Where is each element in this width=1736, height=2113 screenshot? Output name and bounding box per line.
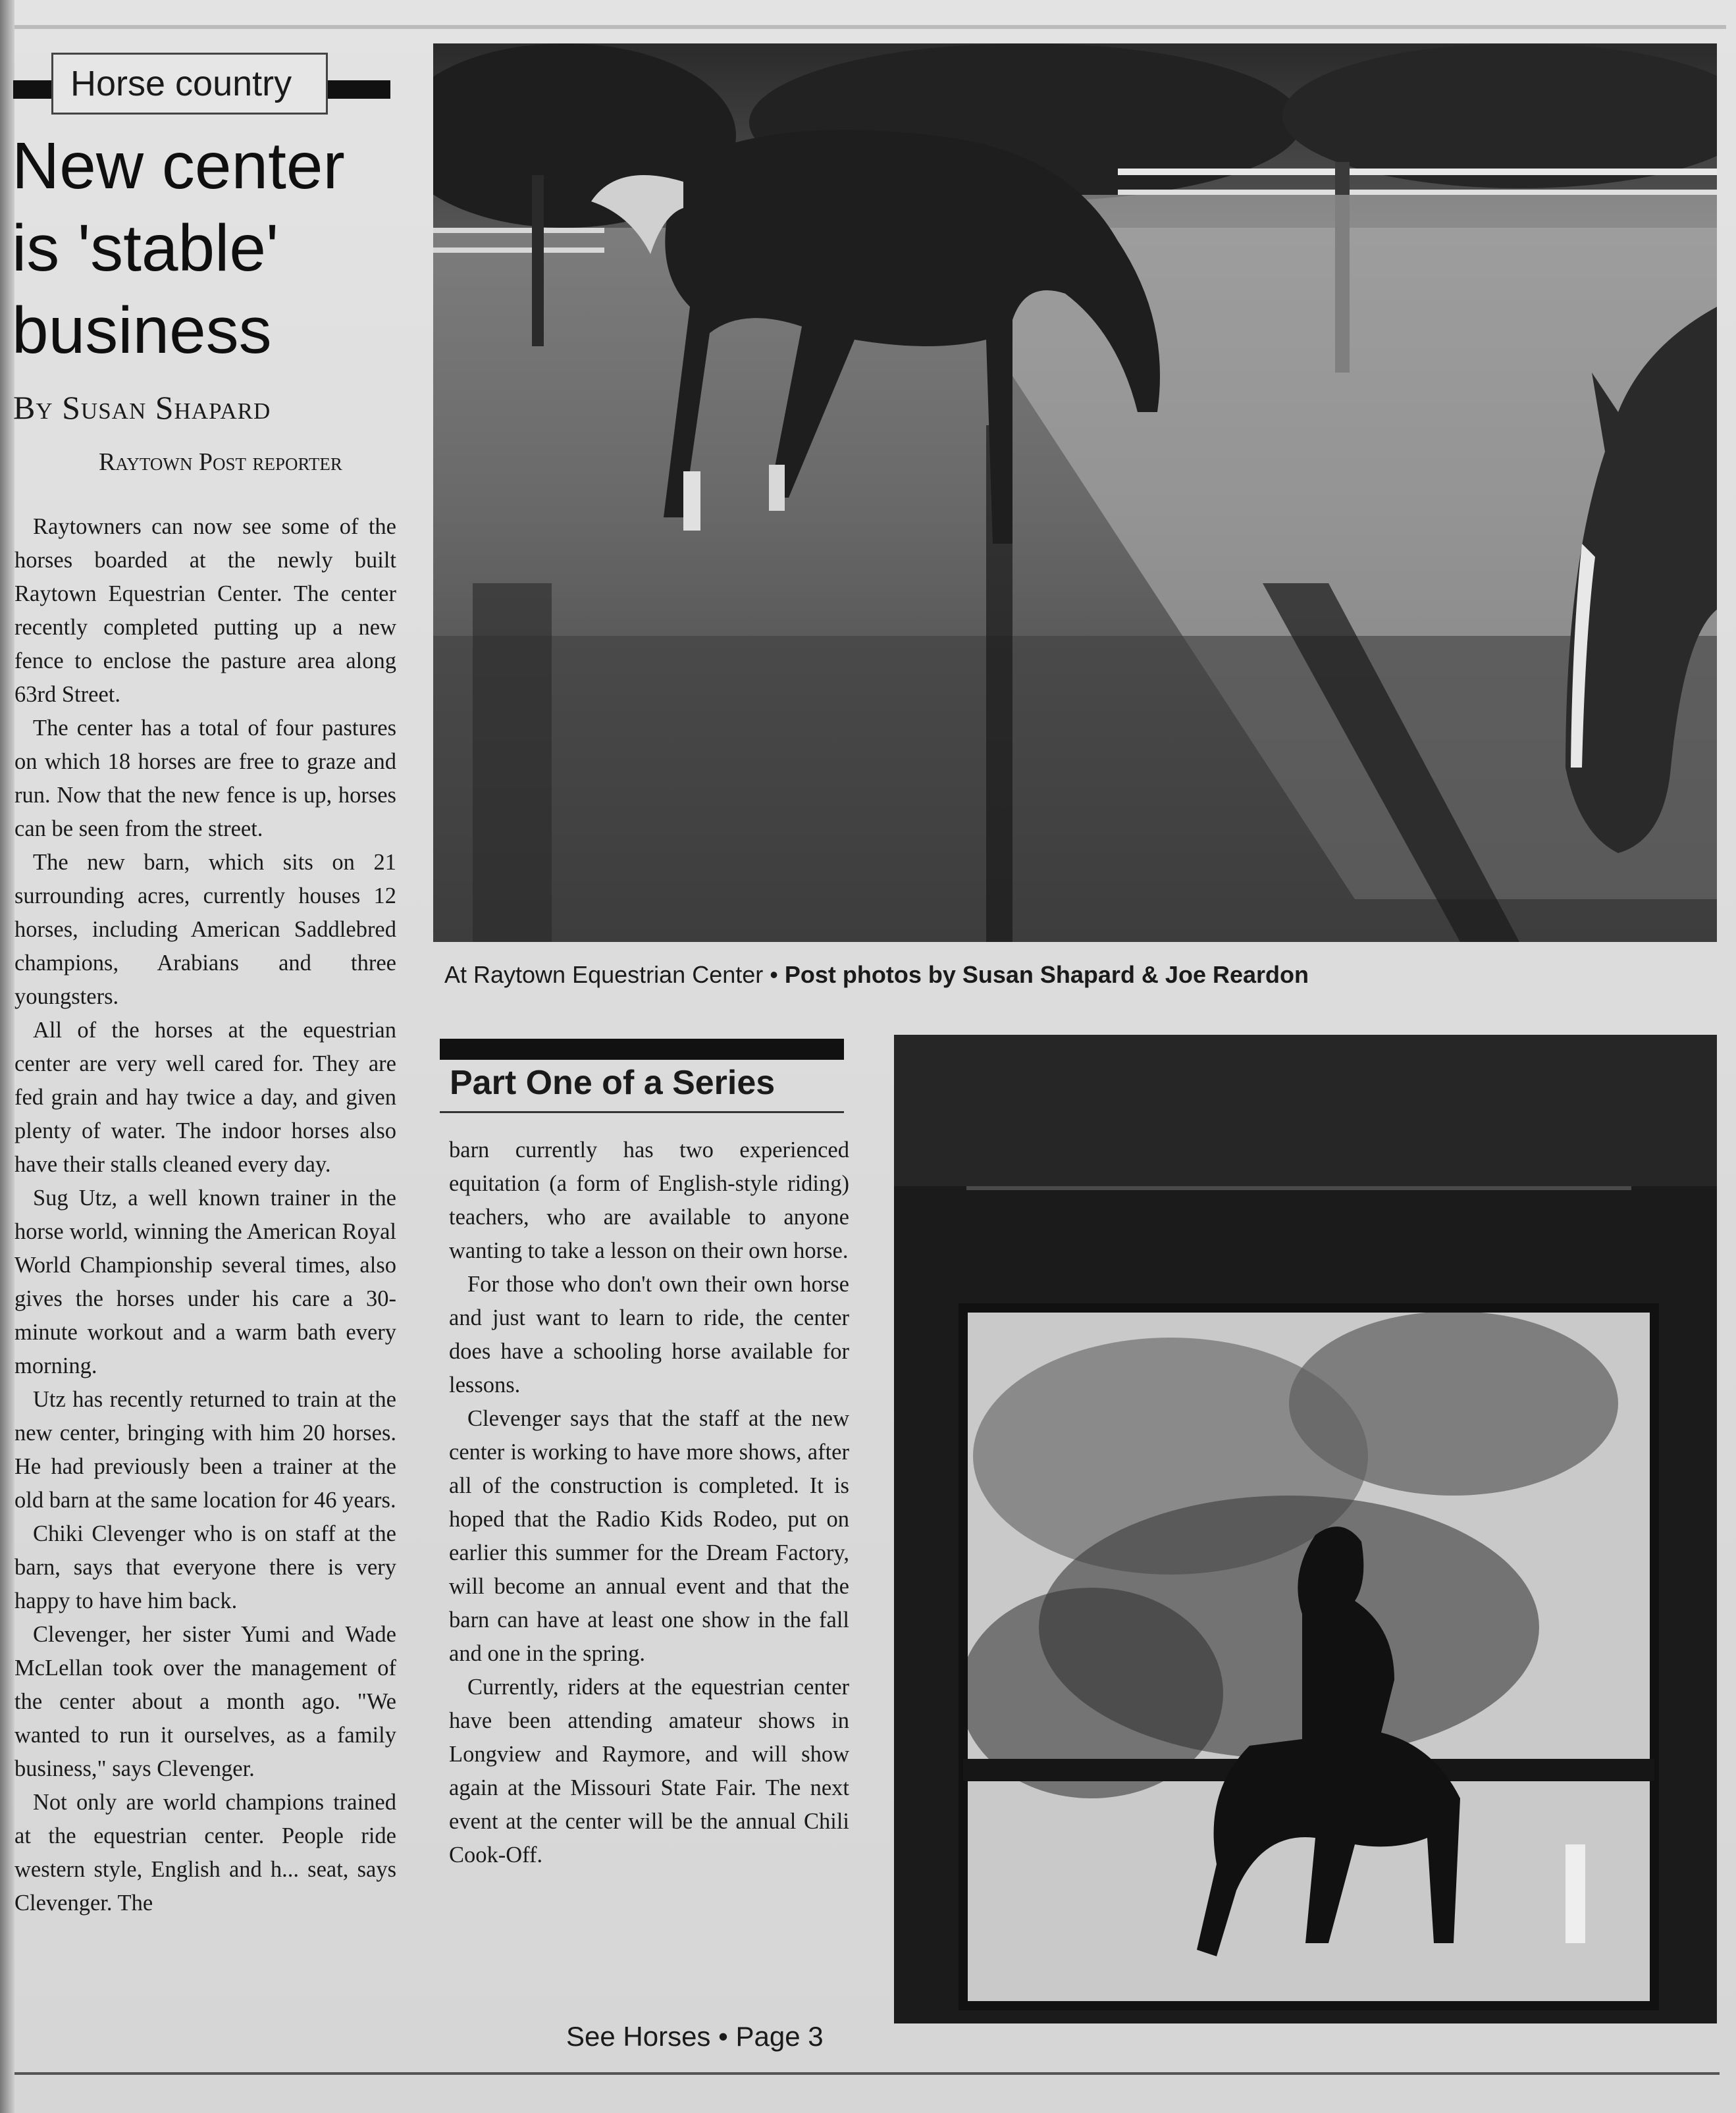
series-label: Part One of a Series — [450, 1064, 776, 1102]
paragraph: Not only are world champions trained at the equestrian center. People ride western style, English and h... seat, says Clevenger. The — [14, 1790, 396, 1916]
bottom-rule — [14, 2072, 1720, 2075]
jump-line: See Horses • Page 3 — [566, 2021, 824, 2052]
photo-credit: Post photos by Susan Shapard & Joe Reardon — [784, 961, 1309, 988]
paragraph: Clevenger says that the staff at the new center is working to have more shows, after all of the construction is completed. It is hoped that the Radio Kids Rodeo, put on earlier this summer for the Dream Factory, will become an annual event and that the barn can have at least one show in the fall and one in the spring. — [449, 1406, 849, 1666]
headline-line-1: New center — [12, 129, 345, 203]
paragraph: For those who don't own their own horse and just want to learn to ride, the center does have a schooling horse available for lessons. — [449, 1272, 849, 1397]
byline: By Susan Shapard — [13, 389, 271, 426]
paragraph: The center has a total of four pastures on which 18 horses are free to graze and run. Now that the new fence is up, horses can be seen from the street. — [14, 716, 396, 841]
paragraph: The new barn, which sits on 21 surrounding acres, currently houses 12 horses, including American Saddlebred champions, Arabians and three youngsters. — [14, 850, 396, 1009]
photo-caption — [444, 961, 1309, 989]
grazing-horses-image — [433, 43, 1717, 942]
article-column-1 — [14, 510, 396, 1920]
caption-text: At Raytown Equestrian Center • — [444, 961, 785, 988]
grazing-horses-photo — [433, 43, 1717, 942]
kicker-bar-left — [13, 80, 51, 99]
headline-line-2: is 'stable' — [12, 211, 279, 285]
paragraph: Chiki Clevenger who is on staff at the barn, says that everyone there is very happy to have him back. — [14, 1521, 396, 1613]
paragraph: Currently, riders at the equestrian center have been attending amateur shows in Longview and Raymore, and will show again at the Missouri State Fair. The next event at the center will be the annual Chili Cook-Off. — [449, 1675, 849, 1867]
paragraph: Raytowners can now see some of the horses boarded at the newly built Raytown Equestrian Center. The center recently completed putting up a new fence to enclose the pasture area along 63rd Street. — [14, 514, 396, 707]
rider-silhouette-photo — [894, 1035, 1717, 2023]
headline-line-3: business — [12, 294, 272, 367]
series-bar — [440, 1039, 844, 1060]
kicker-bar-right — [328, 80, 390, 99]
section-kicker — [13, 53, 392, 118]
series-rule — [440, 1111, 844, 1113]
article-column-2 — [449, 1134, 849, 1872]
paragraph: Utz has recently returned to train at the new center, bringing with him 20 horses. He had previously been a trainer at the old barn at the same location for 46 years. — [14, 1387, 396, 1513]
paragraph: All of the horses at the equestrian center are very well cared for. They are fed grain and hay twice a day, and given plenty of water. The indoor horses also have their stalls cleaned every day. — [14, 1018, 396, 1177]
paragraph: barn currently has two experienced equitation (a form of English-style riding) teachers, who are available to anyone wanting to take a lesson on their own horse. — [449, 1137, 849, 1263]
paragraph: Clevenger, her sister Yumi and Wade McLellan took over the management of the center about a month ago. "We wanted to run it ourselves, as a family business," says Clevenger. — [14, 1622, 396, 1781]
headline — [12, 125, 407, 372]
top-rule — [14, 25, 1726, 29]
byline-title: Raytown Post reporter — [99, 448, 342, 476]
paragraph: Sug Utz, a well known trainer in the horse world, winning the American Royal World Championship several times, also gives the horses under his care a 30-minute workout and a warm bath every morning. — [14, 1186, 396, 1378]
kicker-label: Horse country — [51, 53, 328, 115]
rider-silhouette-image — [894, 1035, 1717, 2023]
